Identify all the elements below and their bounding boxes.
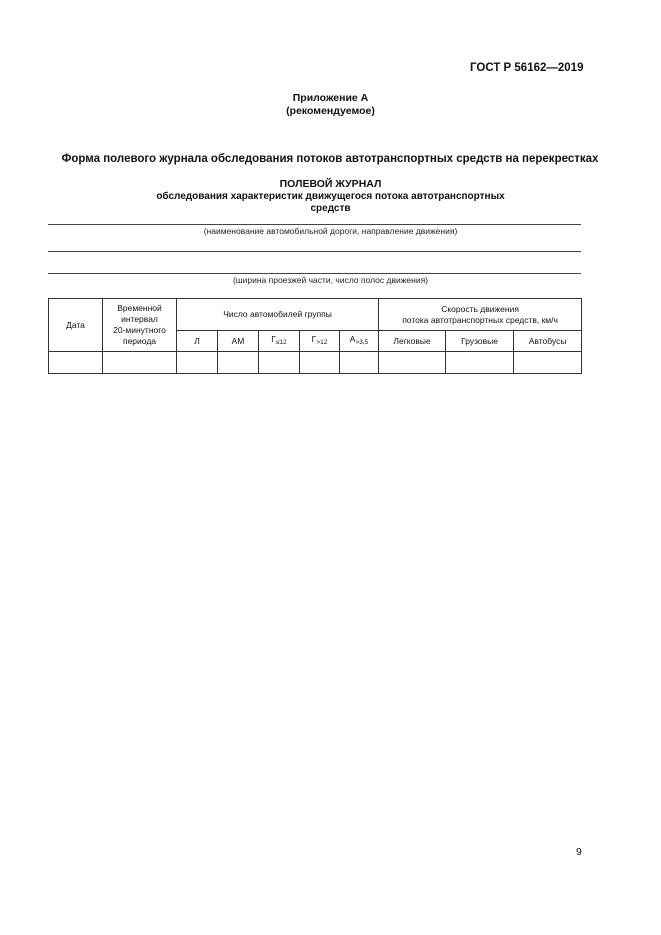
subheader-g-le12-index: ≤12	[275, 339, 287, 346]
cell-empty	[218, 352, 259, 374]
subheader-g-gt12-base: Г	[311, 334, 317, 344]
subheader-a-gt35-base: А	[349, 334, 356, 344]
subheader-g-le12-base: Г	[271, 334, 276, 344]
road-field-caption: (наименование автомобильной дороги, направление движения)	[203, 226, 458, 236]
cell-empty	[514, 352, 582, 374]
header-interval-line3: 20-минутного	[113, 325, 166, 335]
cell-empty	[300, 352, 340, 374]
cell-empty	[340, 352, 379, 374]
subheader-cars: Легковые	[379, 331, 446, 352]
subheader-buses: Автобусы	[514, 331, 582, 352]
header-speed-line1: Скорость движения	[441, 303, 519, 314]
cell-empty	[259, 352, 300, 374]
cell-empty	[446, 352, 514, 374]
table-row	[49, 352, 582, 374]
header-date: Дата	[49, 299, 103, 352]
journal-table	[48, 298, 582, 374]
header-interval-line4: периода	[122, 336, 157, 346]
subheader-a-gt35	[340, 331, 379, 352]
cell-empty	[103, 352, 177, 374]
journal-title: ПОЛЕВОЙ ЖУРНАЛ	[279, 178, 382, 190]
subheader-g-gt12-index: >12	[316, 339, 328, 346]
subheader-g-gt12	[300, 331, 340, 352]
cell-empty	[379, 352, 446, 374]
page-number: 9	[576, 846, 582, 858]
header-speed	[379, 299, 582, 331]
cell-empty	[177, 352, 218, 374]
road-field-line	[48, 224, 581, 225]
subheader-l: Л	[177, 331, 218, 352]
header-speed-line2: потока автотранспортных средств, км/ч	[402, 314, 558, 325]
subheader-trucks: Грузовые	[446, 331, 514, 352]
width-field-line	[48, 273, 581, 274]
width-field-caption: (ширина проезжей части, число полос движения)	[232, 275, 429, 285]
header-interval-line2: интервал	[121, 314, 158, 324]
appendix-title: Приложение А	[292, 92, 369, 104]
appendix-subtitle: (рекомендуемое)	[286, 105, 375, 117]
journal-subtitle-line1: обследования характеристик движущегося потока автотранспортных	[156, 191, 505, 202]
subheader-g-le12	[259, 331, 300, 352]
header-interval-line1: Временной	[117, 303, 162, 313]
subheader-am: АМ	[218, 331, 259, 352]
form-title: Форма полевого журнала обследования потоков автотранспортных средств на перекрестках	[61, 153, 599, 165]
standard-number: ГОСТ Р 56162—2019	[470, 62, 584, 74]
header-vehicle-count: Число автомобилей группы	[177, 299, 379, 331]
header-interval	[103, 299, 177, 352]
subheader-a-gt35-index: >3,5	[355, 339, 369, 346]
blank-field-line	[48, 251, 581, 252]
cell-empty	[49, 352, 103, 374]
journal-subtitle-line2: средств	[310, 203, 351, 214]
